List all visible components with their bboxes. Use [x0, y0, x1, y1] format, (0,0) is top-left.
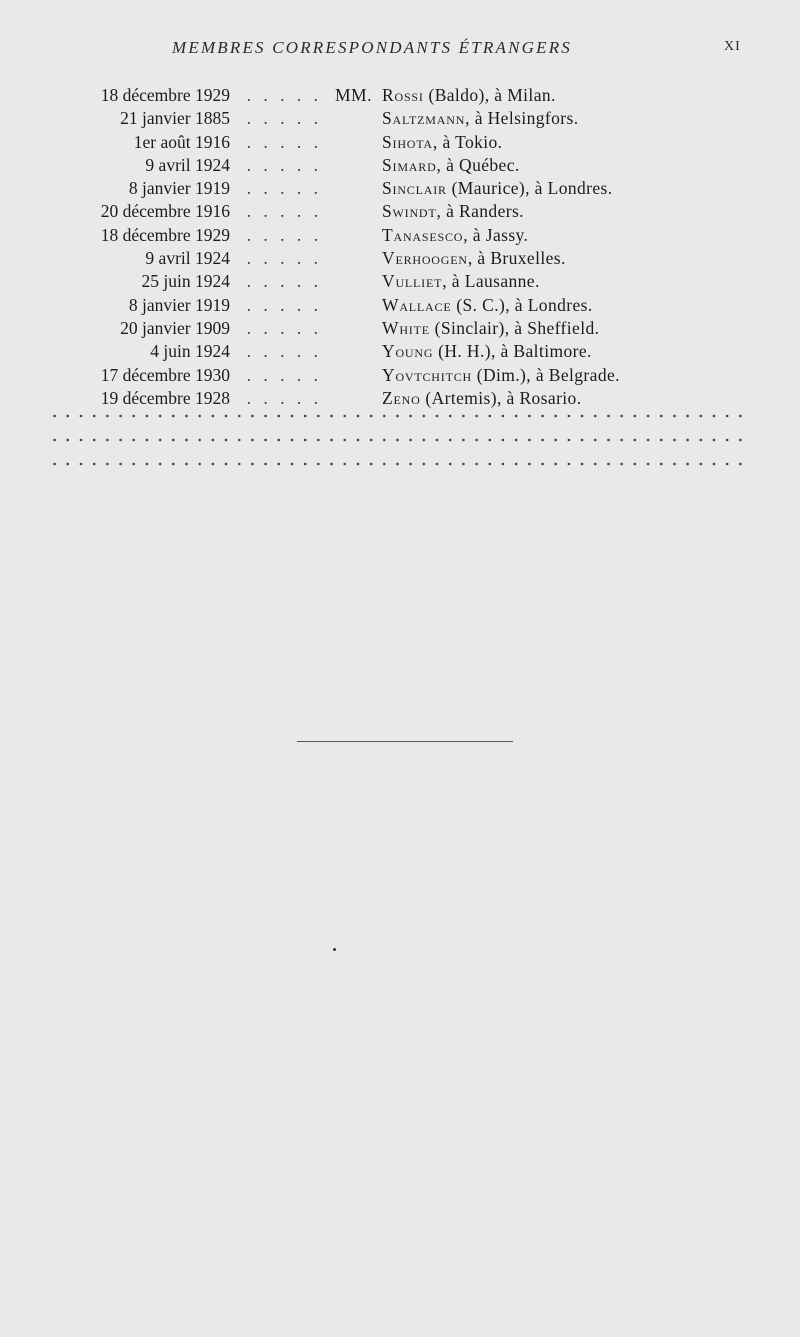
member-name: [382, 247, 566, 270]
member-surname: Rossi: [382, 85, 424, 105]
dot-leader: . . . . .: [246, 108, 322, 129]
election-date: 17 décembre 1930: [100, 364, 230, 385]
dot-leader: . . . . .: [246, 271, 322, 292]
member-name: [382, 294, 593, 317]
list-item: [0, 154, 800, 177]
dot-leader: . . . . .: [246, 131, 322, 152]
print-speck: [333, 948, 336, 951]
member-surname: Verhoogen: [382, 248, 468, 269]
member-surname: Vulliet: [382, 271, 443, 292]
member-details: , à Québec.: [436, 154, 520, 175]
member-name: [382, 387, 581, 410]
member-details: , à Jassy.: [463, 224, 529, 245]
election-date: 8 janvier 1919: [128, 178, 230, 199]
dot-leader: . . . . .: [246, 85, 322, 105]
member-details: , à Lausanne.: [442, 271, 540, 292]
list-item: [0, 131, 800, 154]
list-item: [0, 317, 800, 340]
member-name: [382, 107, 578, 130]
member-details: , à Helsingfors.: [465, 108, 579, 129]
list-item: [0, 224, 800, 247]
member-surname: Saltzmann: [382, 108, 466, 129]
election-date: 18 décembre 1929: [100, 224, 230, 245]
member-surname: Zeno: [382, 387, 421, 408]
dot-leader: . . . . .: [246, 294, 322, 315]
dot-leader: . . . . .: [246, 387, 322, 408]
list-item: [0, 200, 800, 223]
member-details: (Dim.), à Belgrade.: [471, 364, 620, 385]
list-item: [0, 177, 800, 200]
dot-leader: . . . . .: [246, 341, 322, 362]
dot-leader: . . . . .: [246, 248, 322, 269]
member-name: [382, 154, 520, 177]
election-date: 25 juin 1924: [141, 271, 230, 292]
member-surname: Sinclair: [382, 178, 447, 199]
page-number: XI: [724, 39, 741, 54]
election-date: 18 décembre 1929: [100, 85, 230, 105]
dot-leader: . . . . .: [246, 201, 322, 222]
member-name: [382, 270, 540, 293]
member-details: (H. H.), à Baltimore.: [433, 341, 592, 362]
member-surname: Yovtchitch: [382, 364, 472, 385]
member-details: , à Randers.: [436, 201, 524, 222]
member-name: [382, 340, 592, 363]
list-item: [0, 387, 800, 410]
member-name: [382, 84, 556, 107]
member-details: , à Tokio.: [432, 131, 503, 152]
member-name: [382, 224, 528, 247]
member-details: (S. C.), à Londres.: [451, 294, 593, 315]
dot-leader: . . . . .: [246, 317, 322, 338]
member-name: [382, 200, 524, 223]
member-details: (Sinclair), à Sheffield.: [429, 317, 600, 338]
member-list: [0, 84, 800, 410]
dot-leader: . . . . .: [246, 224, 322, 245]
member-name: [382, 177, 613, 200]
dot-leader: . . . . .: [246, 154, 322, 175]
member-surname: Swindt: [382, 201, 437, 222]
dotted-line: [48, 462, 748, 466]
election-date: 1er août 1916: [133, 131, 230, 152]
list-item: [0, 270, 800, 293]
honorific-label: MM.: [335, 85, 372, 105]
member-surname: Wallace: [382, 294, 452, 315]
member-details: (Maurice), à Londres.: [446, 178, 613, 199]
list-item: [0, 340, 800, 363]
election-date: 20 janvier 1909: [120, 317, 230, 338]
dot-leader: . . . . .: [246, 178, 322, 199]
election-date: 19 décembre 1928: [100, 387, 230, 408]
election-date: 8 janvier 1919: [128, 294, 230, 315]
member-surname: Tanasesco: [382, 224, 464, 245]
list-item: [0, 247, 800, 270]
member-details: , à Bruxelles.: [467, 248, 566, 269]
member-surname: Sihota: [382, 131, 433, 152]
list-item: [0, 364, 800, 387]
list-item: [0, 84, 800, 107]
member-surname: White: [382, 317, 430, 338]
list-item: [0, 107, 800, 130]
election-date: 4 juin 1924: [150, 341, 230, 362]
member-name: [382, 131, 502, 154]
election-date: 20 décembre 1916: [100, 201, 230, 222]
dotted-line: [48, 414, 748, 418]
member-surname: Simard: [382, 154, 437, 175]
election-date: 21 janvier 1885: [120, 108, 230, 129]
member-details: (Artemis), à Rosario.: [420, 387, 582, 408]
dot-leader: . . . . .: [246, 364, 322, 385]
election-date: 9 avril 1924: [145, 248, 230, 269]
election-date: 9 avril 1924: [145, 154, 230, 175]
member-name: [382, 364, 620, 387]
member-name: [382, 317, 599, 340]
running-title: MEMBRES CORRESPONDANTS ÉTRANGERS: [172, 38, 572, 57]
end-rule: [297, 741, 513, 742]
member-surname: Young: [382, 341, 434, 362]
dotted-line: [48, 438, 748, 442]
list-item: [0, 294, 800, 317]
member-details: (Baldo), à Milan.: [423, 85, 556, 105]
